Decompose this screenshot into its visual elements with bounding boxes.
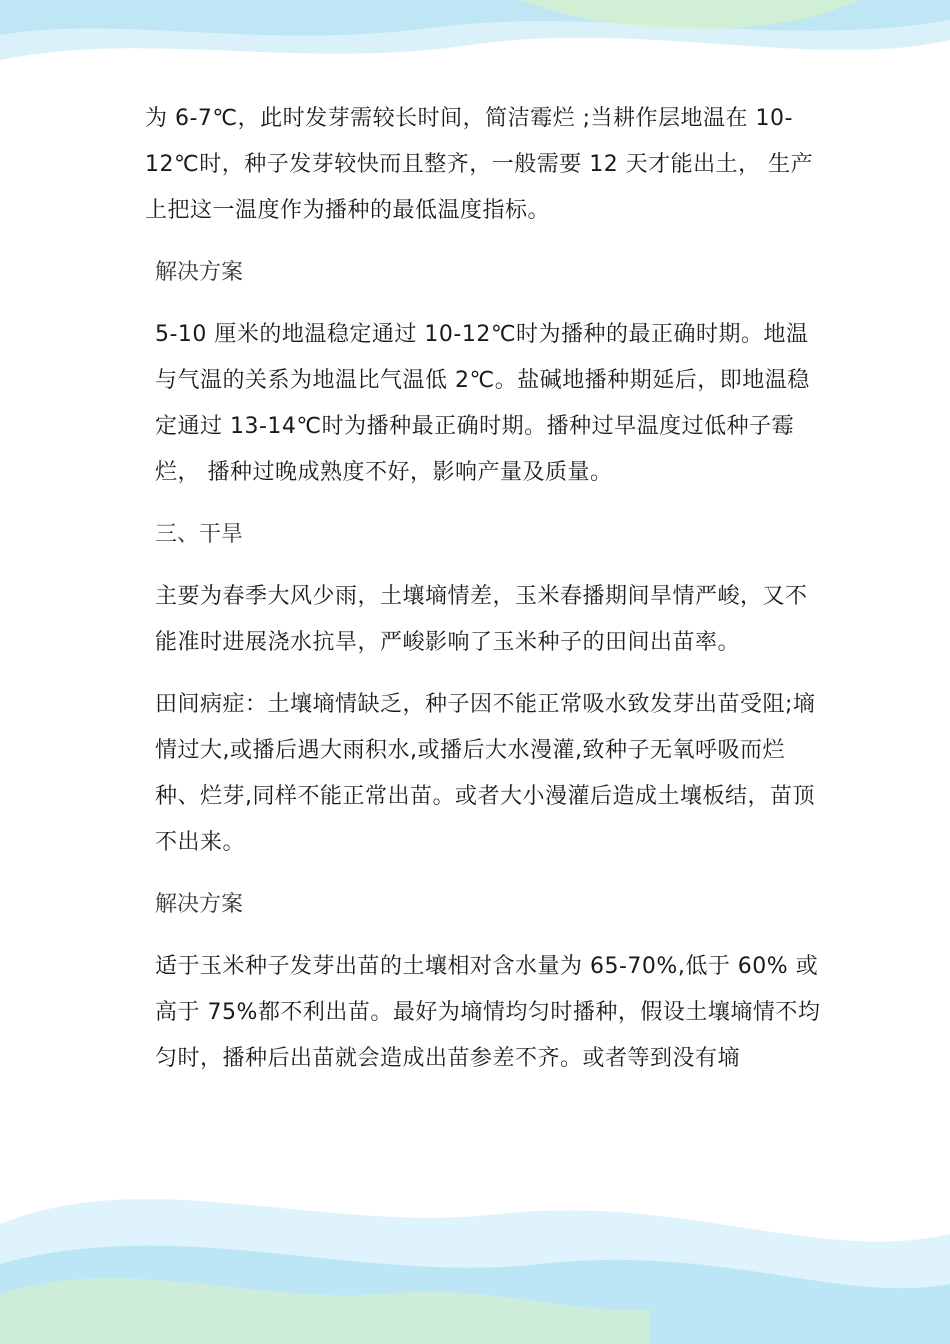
paragraph-germination-temp: 为 6-7℃，此时发芽需较长时间，简洁霉烂 ;当耕作层地温在 10-12℃时，种子发芽较快而且整齐，一般需要 12 天才能出土， 生产上把这一温度作为播种的最低温度指标。 <box>145 106 814 223</box>
heading-drought: 三、干旱 <box>155 522 244 547</box>
heading-solution-1: 解决方案 <box>155 260 244 285</box>
paragraph-soil-moisture: 适于玉米种子发芽出苗的土壤相对含水量为 65-70%,低于 60% 或高于 75%都不利出苗。最好为墒情均匀时播种，假设土壤墒情不均匀时，播种后出苗就会造成出苗参差不齐。或者等到没有墒 <box>155 954 821 1071</box>
document-body <box>145 96 825 1098</box>
paragraph-field-symptoms: 田间病症：土壤墒情缺乏，种子因不能正常吸水致发芽出苗受阻;墒情过大,或播后遇大雨积水,或播后大水漫灌,致种子无氧呼吸而烂种、烂芽,同样不能正常出苗。或者大小漫灌后造成土壤板结，苗顶不出来。 <box>155 692 816 855</box>
paragraph-drought-cause: 主要为春季大风少雨，土壤墒情差，玉米春播期间旱情严峻，又不能准时进展浇水抗旱，严峻影响了玉米种子的田间出苗率。 <box>155 584 808 655</box>
heading-solution-2: 解决方案 <box>155 892 244 917</box>
paragraph-sowing-period: 5-10 厘米的地温稳定通过 10-12℃时为播种的最正确时期。地温与气温的关系为地温比气温低 2℃。盐碱地播种期延后，即地温稳定通过 13-14℃时为播种最正确时期。播种过早温度过低种子霉烂， 播种过晚成熟度不好，影响产量及质量。 <box>155 322 810 485</box>
bottom-wave-decoration <box>0 1144 950 1344</box>
